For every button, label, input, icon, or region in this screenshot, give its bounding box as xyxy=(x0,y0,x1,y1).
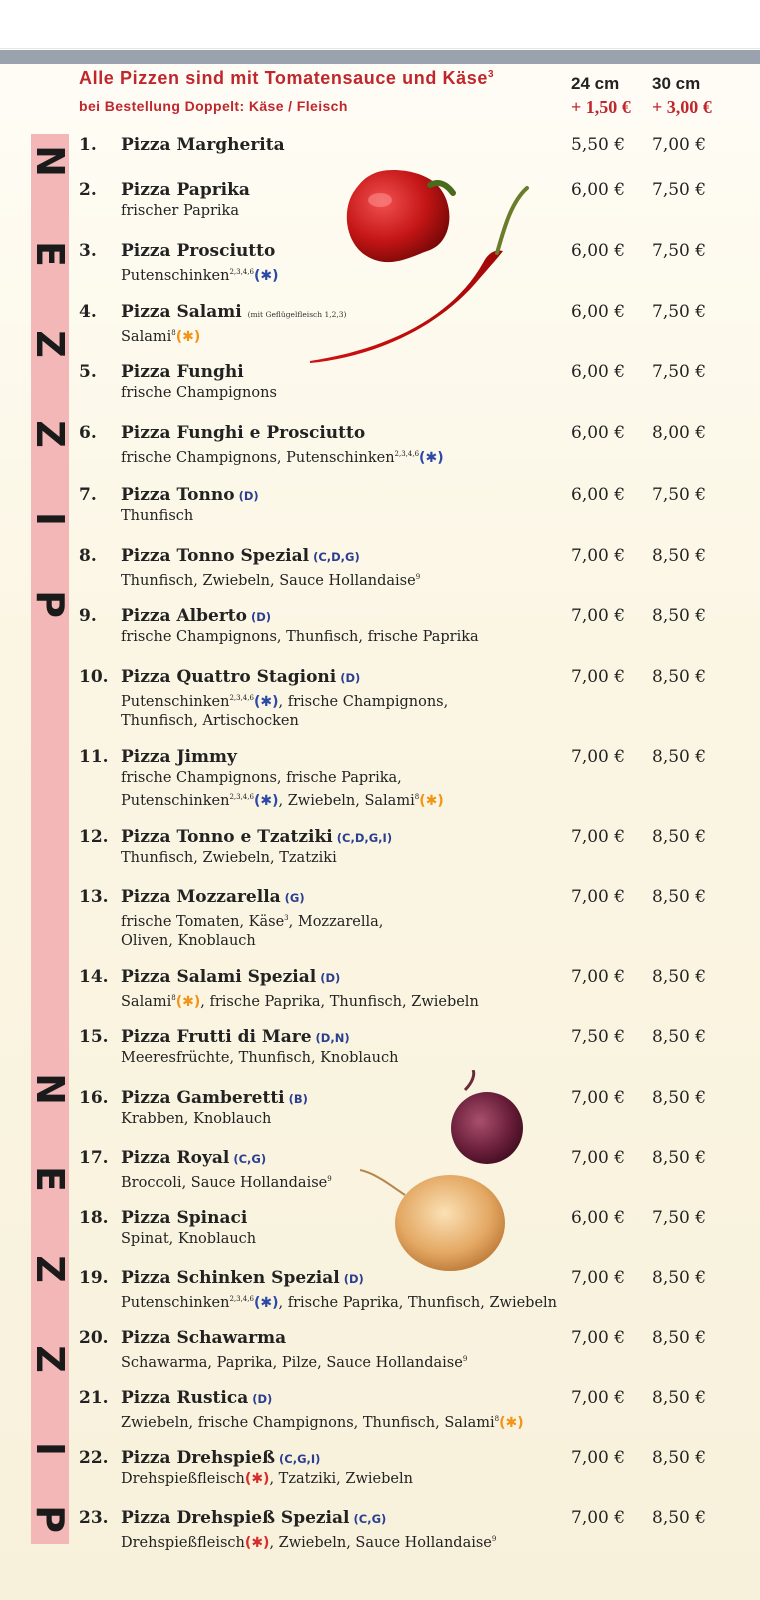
item-number: 9. xyxy=(79,606,97,626)
additive-codes: 2,3,4,6 xyxy=(229,694,254,702)
item-name: Pizza Margherita xyxy=(121,135,285,155)
meat-star-icon: (✱) xyxy=(253,1294,279,1311)
price-24cm: 7,50 € xyxy=(571,1027,626,1047)
price-30cm: 8,50 € xyxy=(652,1088,707,1108)
price-24cm: 7,00 € xyxy=(571,1148,626,1168)
price-24cm: 7,00 € xyxy=(571,606,626,626)
sidebar-letter: Z xyxy=(28,330,72,358)
item-description: Meeresfrüchte, Thunfisch, Knoblauch xyxy=(121,1050,399,1066)
additive-codes: 3 xyxy=(284,914,289,922)
allergen-codes: (C,G,I) xyxy=(279,1452,321,1466)
allergen-codes: (C,D,G,I) xyxy=(336,831,393,845)
item-description: frische Champignons, Thunfisch, frische Paprika xyxy=(121,629,479,645)
additive-codes: 8 xyxy=(414,793,420,801)
price-24cm: 7,00 € xyxy=(571,887,626,907)
price-24cm: 6,00 € xyxy=(571,180,626,200)
item-number: 20. xyxy=(79,1328,109,1348)
item-name: Pizza Salami (mit Geflügelfleisch 1,2,3) xyxy=(121,302,347,322)
item-name: Pizza Drehspieß (C,G,I) xyxy=(121,1448,321,1468)
additive-codes: 8 xyxy=(171,994,176,1002)
price-24cm: 7,00 € xyxy=(571,1328,626,1348)
item-description: Thunfisch, Artischocken xyxy=(121,712,299,729)
meat-star-icon: (✱) xyxy=(175,993,201,1010)
item-description: Thunfisch, Zwiebeln, Tzatziki xyxy=(121,850,337,866)
item-number: 23. xyxy=(79,1508,109,1528)
item-description: Putenschinken$^{2,3,4,6}$(✱), frische Paprika, Thunfisch, Zwiebeln xyxy=(121,1294,558,1311)
top-blank-area xyxy=(0,0,760,49)
allergen-codes: (G) xyxy=(284,891,305,905)
item-description: frische Champignons, Putenschinken$^{2,3,4,6}$(✱) xyxy=(121,449,444,466)
price-30cm: 8,50 € xyxy=(652,1148,707,1168)
price-24cm: 7,00 € xyxy=(571,1508,626,1528)
sidebar-letter: N xyxy=(28,1073,72,1105)
price-30cm: 7,50 € xyxy=(652,1208,707,1228)
price-30cm: 8,50 € xyxy=(652,1508,707,1528)
price-30cm: 7,50 € xyxy=(652,302,707,322)
additive-codes: 2,3,4,6 xyxy=(229,1295,254,1303)
additive-codes: 2,3,4,6 xyxy=(229,793,254,801)
allergen-codes: (D) xyxy=(252,1392,273,1406)
item-description: Schawarma, Paprika, Pilze, Sauce Hollandaise$^9$ xyxy=(121,1354,468,1371)
price-24cm: 7,00 € xyxy=(571,967,626,987)
price-24cm: 7,00 € xyxy=(571,747,626,767)
item-name: Pizza Mozzarella (G) xyxy=(121,887,305,907)
item-number: 8. xyxy=(79,546,97,566)
item-number: 15. xyxy=(79,1027,109,1047)
meat-star-icon: (✱) xyxy=(244,1534,270,1551)
header-stripe xyxy=(0,50,760,64)
price-24cm: 6,00 € xyxy=(571,1208,626,1228)
additive-codes: 8 xyxy=(494,1415,500,1423)
item-description: Spinat, Knoblauch xyxy=(121,1231,257,1247)
item-number: 1. xyxy=(79,135,97,155)
item-number: 21. xyxy=(79,1388,109,1408)
size-small-heading: 24 cm xyxy=(571,74,620,93)
allergen-codes: (D) xyxy=(343,1272,364,1286)
item-description: Drehspießfleisch(✱), Zwiebeln, Sauce Hollandaise$^9$ xyxy=(121,1534,497,1551)
price-24cm: 6,00 € xyxy=(571,302,626,322)
meat-star-icon: (✱) xyxy=(419,792,444,809)
price-30cm: 8,50 € xyxy=(652,606,707,626)
header-line-2: bei Bestellung Doppelt: Käse / Fleisch xyxy=(79,98,348,114)
price-30cm: 8,50 € xyxy=(652,967,707,987)
item-description: frische Champignons xyxy=(121,385,277,401)
item-name: Pizza Prosciutto xyxy=(121,241,276,261)
price-24cm: 6,00 € xyxy=(571,485,626,505)
sidebar-letter: Z xyxy=(28,420,72,448)
header-line-1: Alle Pizzen sind mit Tomatensauce und Käse$^3$ xyxy=(79,68,495,88)
item-name: Pizza Drehspieß Spezial (C,G) xyxy=(121,1508,387,1528)
additive-codes: 2,3,4,6 xyxy=(229,268,254,276)
item-description: Drehspießfleisch(✱), Tzatziki, Zwiebeln xyxy=(121,1471,413,1487)
item-description: Thunfisch xyxy=(121,508,194,524)
price-30cm: 7,50 € xyxy=(652,362,707,382)
sidebar-letter: Z xyxy=(28,1345,72,1373)
sidebar-letter: Z xyxy=(28,1255,72,1283)
item-name: Pizza Frutti di Mare (D,N) xyxy=(121,1027,350,1047)
price-30cm: 7,50 € xyxy=(652,180,707,200)
item-name: Pizza Schinken Spezial (D) xyxy=(121,1268,364,1288)
item-name: Pizza Salami Spezial (D) xyxy=(121,967,341,987)
price-30cm: 8,50 € xyxy=(652,827,707,847)
item-number: 19. xyxy=(79,1268,109,1288)
yellow-onion-image xyxy=(360,1165,510,1275)
item-name: Pizza Tonno Spezial (C,D,G) xyxy=(121,546,360,566)
price-24cm: 7,00 € xyxy=(571,827,626,847)
meat-star-icon: (✱) xyxy=(253,693,279,710)
meat-star-icon: (✱) xyxy=(253,267,279,284)
item-name: Pizza Paprika xyxy=(121,180,250,200)
item-description: Zwiebeln, frische Champignons, Thunfisch, Salami$^8$(✱) xyxy=(121,1414,524,1431)
item-number: 5. xyxy=(79,362,97,382)
price-30cm: 8,50 € xyxy=(652,1388,707,1408)
item-description: Broccoli, Sauce Hollandaise$^9$ xyxy=(121,1174,332,1191)
sidebar-letter: P xyxy=(28,1505,72,1533)
allergen-codes: (D) xyxy=(250,610,272,624)
item-name: Pizza Gamberetti (B) xyxy=(121,1088,308,1108)
meat-star-icon: (✱) xyxy=(499,1414,524,1431)
item-note: (mit Geflügelfleisch 1,2,3) xyxy=(247,310,347,319)
sidebar-letter: I xyxy=(28,1441,72,1457)
price-30cm: 8,50 € xyxy=(652,1268,707,1288)
item-name: Pizza Tonno e Tzatziki (C,D,G,I) xyxy=(121,827,393,847)
item-number: 10. xyxy=(79,667,109,687)
meat-star-icon: (✱) xyxy=(175,328,201,345)
price-24cm: 7,00 € xyxy=(571,667,626,687)
item-name: Pizza Schawarma xyxy=(121,1328,287,1348)
price-30cm: 8,50 € xyxy=(652,887,707,907)
item-number: 6. xyxy=(79,423,97,443)
red-chili-pepper-image xyxy=(305,183,540,373)
additive-codes: 8 xyxy=(171,329,176,337)
item-number: 7. xyxy=(79,485,97,505)
sidebar-letter: E xyxy=(28,241,72,267)
additive-codes: 9 xyxy=(415,573,421,581)
additive-codes: 2,3,4,6 xyxy=(394,450,420,458)
item-number: 17. xyxy=(79,1148,109,1168)
item-number: 4. xyxy=(79,302,97,322)
item-name: Pizza Alberto (D) xyxy=(121,606,272,626)
item-number: 16. xyxy=(79,1088,109,1108)
price-24cm: 6,00 € xyxy=(571,362,626,382)
price-24cm: 6,00 € xyxy=(571,423,626,443)
red-onion-image xyxy=(445,1070,535,1170)
allergen-codes: (C,G) xyxy=(353,1512,387,1526)
allergen-codes: (C,G) xyxy=(233,1152,267,1166)
item-number: 3. xyxy=(79,241,97,261)
meat-star-icon: (✱) xyxy=(253,792,279,809)
price-30cm: 7,50 € xyxy=(652,485,707,505)
item-description: Putenschinken$^{2,3,4,6}$(✱) xyxy=(121,267,279,284)
item-name: Pizza Jimmy xyxy=(121,747,237,767)
item-name: Pizza Funghi e Prosciutto xyxy=(121,423,366,443)
price-24cm: 7,00 € xyxy=(571,546,626,566)
price-24cm: 7,00 € xyxy=(571,1088,626,1108)
extra-large-price: + 3,00 € xyxy=(652,97,712,117)
price-24cm: 7,00 € xyxy=(571,1388,626,1408)
extra-small-price: + 1,50 € xyxy=(571,97,631,117)
allergen-codes: (D,N) xyxy=(315,1031,350,1045)
additive-codes: 9 xyxy=(327,1175,332,1183)
price-24cm: 7,00 € xyxy=(571,1268,626,1288)
price-30cm: 8,50 € xyxy=(652,546,707,566)
price-30cm: 7,00 € xyxy=(652,135,707,155)
allergen-codes: (B) xyxy=(288,1092,308,1106)
item-description: Putenschinken$^{2,3,4,6}$(✱), Zwiebeln, Salami$^8$(✱) xyxy=(121,792,444,809)
item-name: Pizza Spinaci xyxy=(121,1208,248,1228)
item-name: Pizza Rustica (D) xyxy=(121,1388,273,1408)
price-30cm: 8,50 € xyxy=(652,667,707,687)
item-description: Oliven, Knoblauch xyxy=(121,932,256,949)
meat-star-icon: (✱) xyxy=(419,449,444,466)
sidebar-letter: N xyxy=(28,145,72,177)
item-number: 11. xyxy=(79,747,109,767)
item-number: 12. xyxy=(79,827,109,847)
item-number: 2. xyxy=(79,180,97,200)
price-24cm: 5,50 € xyxy=(571,135,626,155)
item-description: frischer Paprika xyxy=(121,203,239,219)
item-description: frische Champignons, frische Paprika, xyxy=(121,770,402,786)
allergen-codes: (D) xyxy=(320,971,341,985)
price-30cm: 8,50 € xyxy=(652,1328,707,1348)
allergen-codes: (C,D,G) xyxy=(313,550,360,564)
price-24cm: 6,00 € xyxy=(571,241,626,261)
price-30cm: 8,00 € xyxy=(652,423,707,443)
item-number: 13. xyxy=(79,887,109,907)
item-description: Putenschinken$^{2,3,4,6}$(✱), frische Champignons, xyxy=(121,693,449,710)
item-name: Pizza Royal (C,G) xyxy=(121,1148,267,1168)
sidebar-letter: I xyxy=(28,511,72,527)
item-description: Salami$^8$(✱), frische Paprika, Thunfisch, Zwiebeln xyxy=(121,993,479,1010)
sidebar-letter: P xyxy=(28,590,72,618)
price-24cm: 7,00 € xyxy=(571,1448,626,1468)
price-30cm: 7,50 € xyxy=(652,241,707,261)
item-name: Pizza Quattro Stagioni (D) xyxy=(121,667,361,687)
price-30cm: 8,50 € xyxy=(652,1448,707,1468)
additive-codes: 9 xyxy=(491,1535,497,1543)
item-description: Krabben, Knoblauch xyxy=(121,1111,272,1127)
meat-star-icon: (✱) xyxy=(244,1471,270,1487)
item-name: Pizza Funghi xyxy=(121,362,244,382)
additive-codes: 9 xyxy=(462,1355,468,1363)
sidebar-letter: E xyxy=(28,1166,72,1192)
allergen-codes: (D) xyxy=(238,489,259,503)
item-number: 18. xyxy=(79,1208,109,1228)
item-number: 14. xyxy=(79,967,109,987)
price-30cm: 8,50 € xyxy=(652,747,707,767)
size-large-heading: 30 cm xyxy=(652,74,701,93)
item-description: Thunfisch, Zwiebeln, Sauce Hollandaise$^9$ xyxy=(121,572,421,589)
item-description: frische Tomaten, Käse$^3$, Mozzarella, xyxy=(121,913,384,930)
item-number: 22. xyxy=(79,1448,109,1468)
item-description: Salami$^8$(✱) xyxy=(121,328,201,345)
item-name: Pizza Tonno (D) xyxy=(121,485,259,505)
allergen-codes: (D) xyxy=(340,671,361,685)
price-30cm: 8,50 € xyxy=(652,1027,707,1047)
